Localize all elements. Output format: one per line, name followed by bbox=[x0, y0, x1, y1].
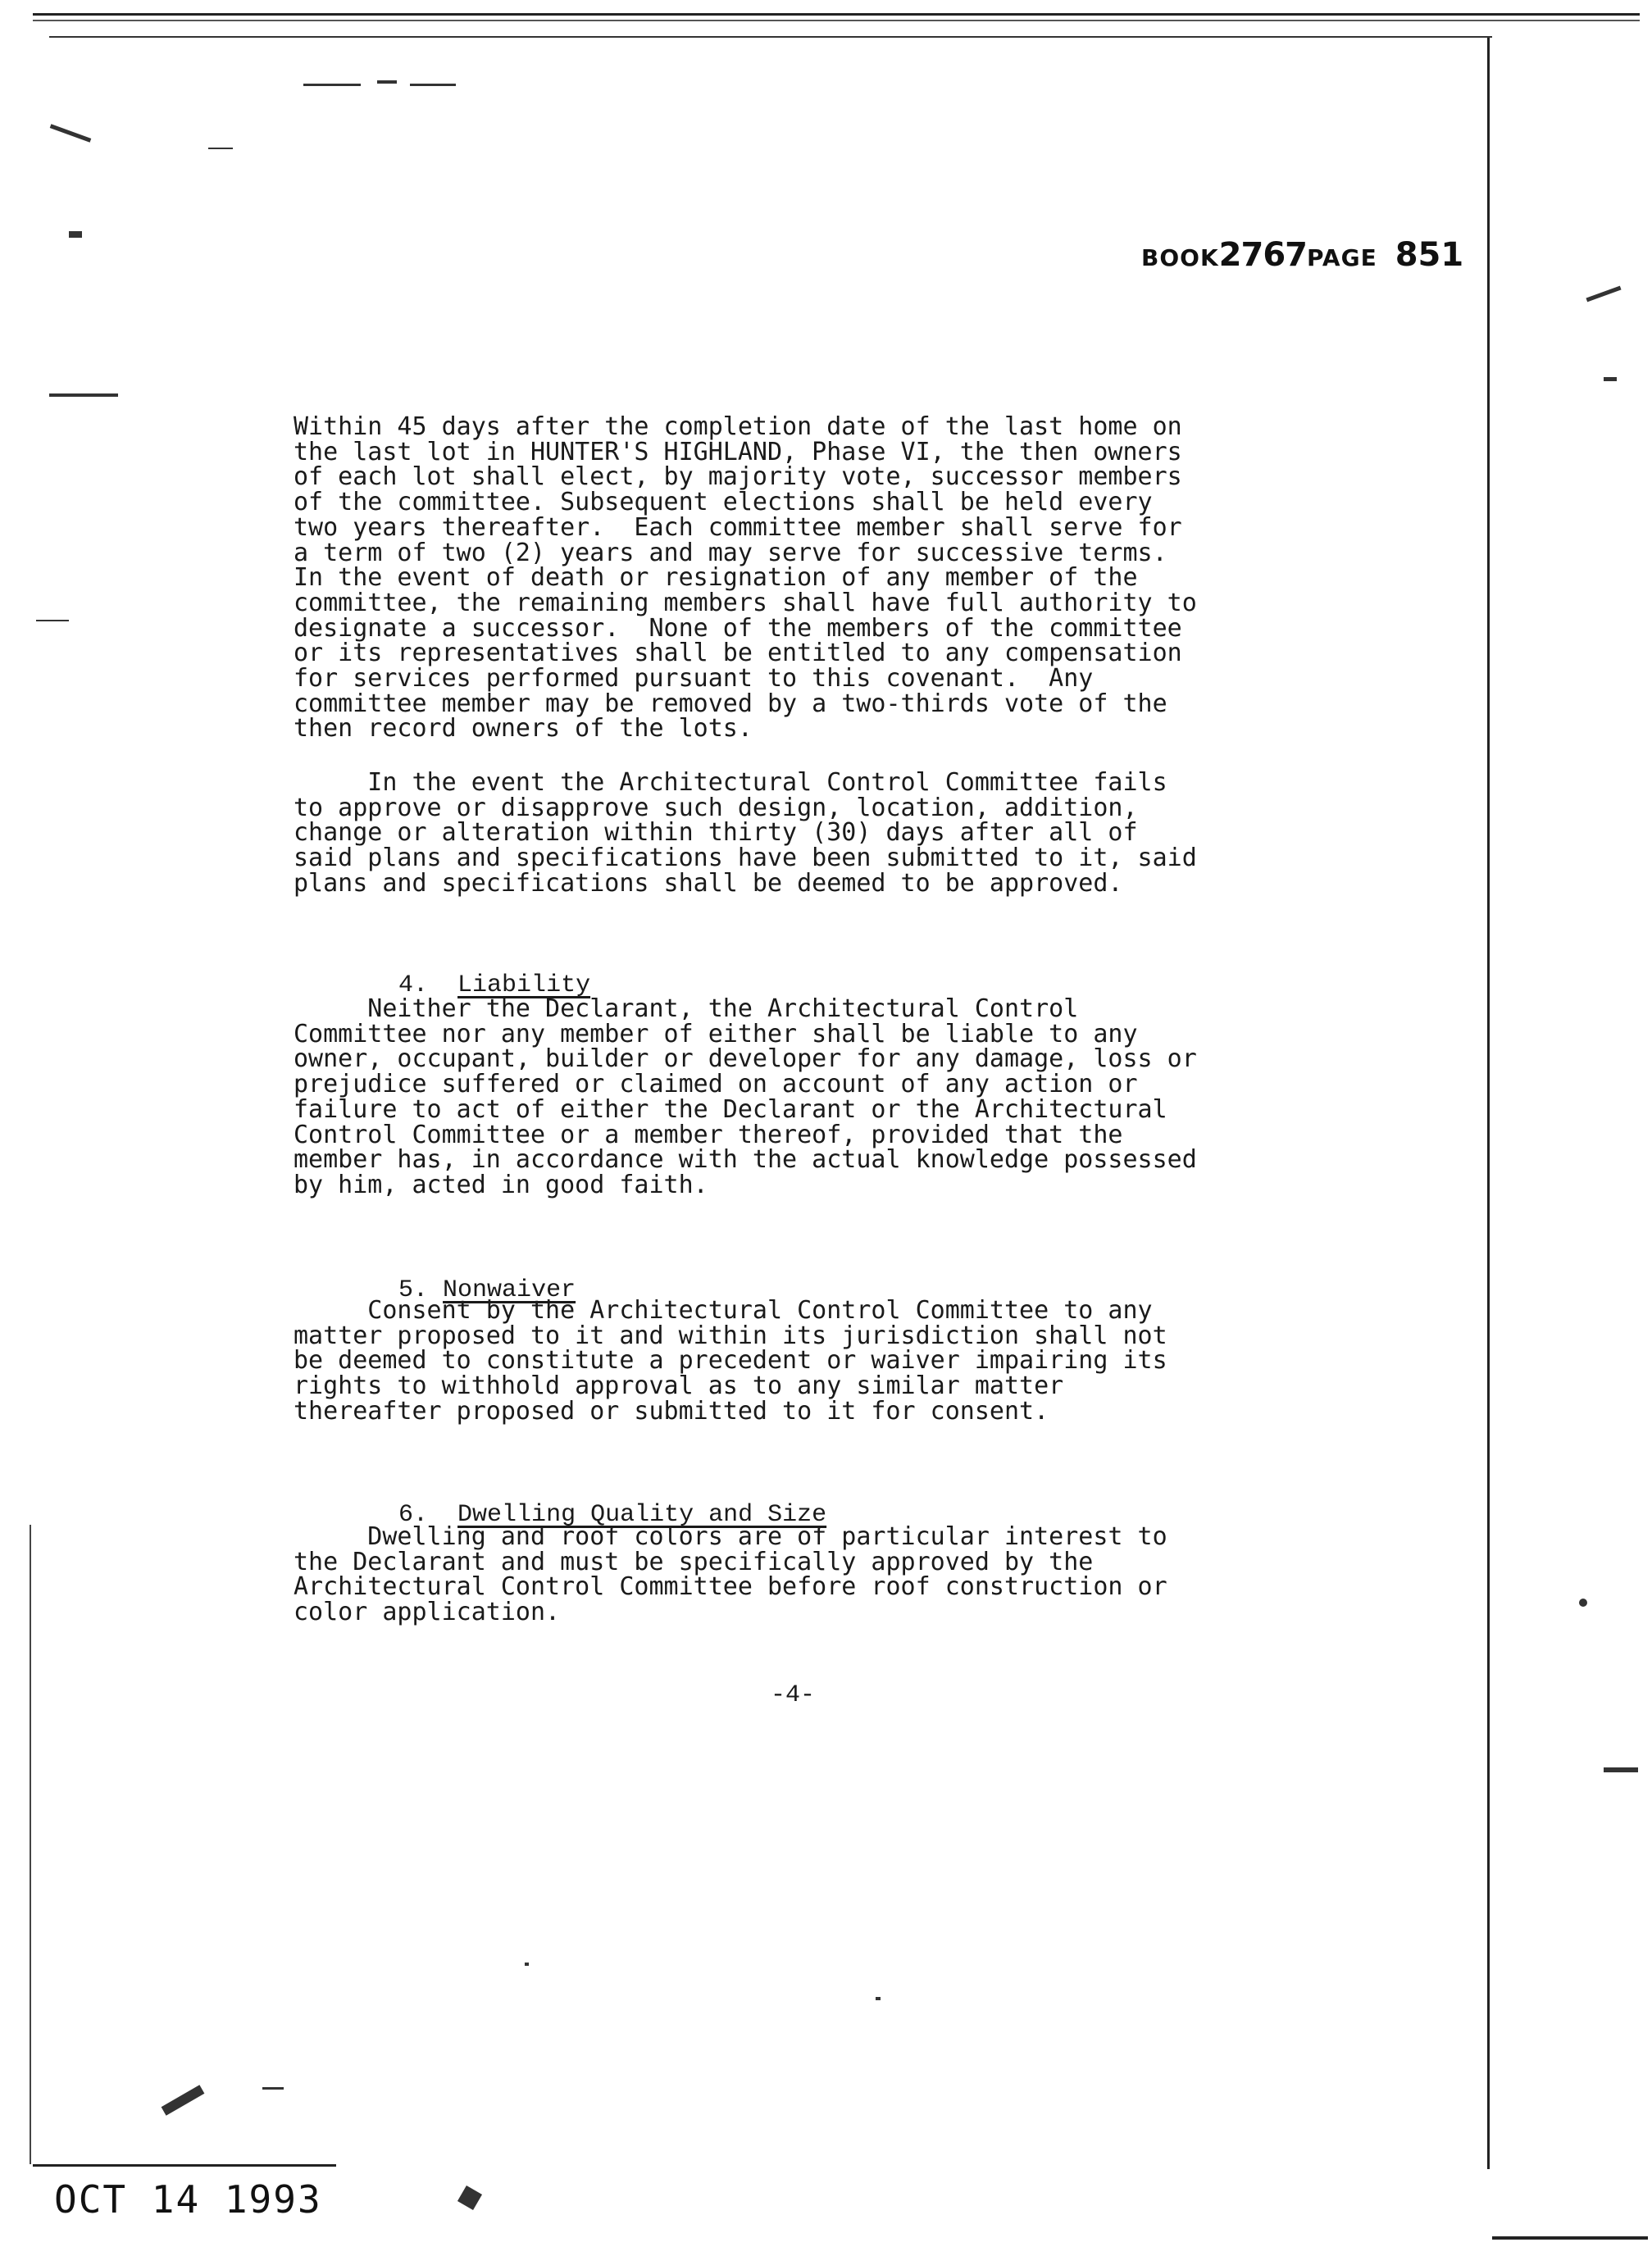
section-number: 4. bbox=[398, 971, 429, 999]
scan-mark bbox=[1604, 1767, 1638, 1772]
section-title: Liability bbox=[457, 971, 591, 999]
scan-mark bbox=[162, 2085, 205, 2115]
section-title: Dwelling Quality and Size bbox=[457, 1501, 827, 1529]
scan-mark bbox=[50, 124, 92, 142]
scan-mark bbox=[262, 2087, 284, 2090]
left-margin-line bbox=[30, 1525, 31, 2164]
section-body-dwelling: Dwelling and roof colors are of particular interest to the Declarant and must be specifically approved by the Architectural Control Committee before roof construction or color application. bbox=[294, 1522, 1167, 1627]
right-border-line bbox=[1487, 38, 1490, 2169]
section-title: Nonwaiver bbox=[443, 1276, 576, 1304]
scan-mark bbox=[525, 1963, 529, 1966]
page-marker: -4- bbox=[771, 1681, 816, 1709]
scan-mark bbox=[1579, 1599, 1587, 1607]
date-stamp: OCT 14 1993 bbox=[54, 2177, 322, 2222]
book-number: 2767 bbox=[1218, 236, 1307, 274]
section-body-liability: Neither the Declarant, the Architectural Control Committee nor any member of either shall be liable to any owner, occupant, builder or developer for any damage, loss or prejudice suffered or claimed on account of any action or failure to act of either the Declarant or the Architectural Control Committee or a member thereof, provided that the member has, in accordance with the actual knowledge possessed by him, acted in good faith. bbox=[294, 994, 1197, 1199]
top-border-line-2 bbox=[33, 20, 1640, 21]
section-body-nonwaiver: Consent by the Architectural Control Committee to any matter proposed to it and within its jurisdiction shall not be deemed to constitute a precedent or waiver impairing its rights to withhold approval as to any similar matter thereafter proposed or submitted to it for consent. bbox=[294, 1296, 1167, 1426]
scan-mark bbox=[410, 84, 456, 86]
top-border-line-3 bbox=[49, 36, 1492, 38]
scan-mark bbox=[1586, 286, 1621, 302]
paragraph-committee-elections: Within 45 days after the completion date of the last home on the last lot in HUNTER'S HIGHLAND, Phase VI, the then owners of each lot shall elect, by majority vote, successor members of the committee. Subsequent elections shall be held every two years thereafter. Each committee member shall serve for a term of two (2) years and may serve for successive terms. In the event of death or resignation of any member of the committee, the remaining members shall have full authority to designate a successor. None of the members of the committee or its representatives shall be entitled to any compensation for services performed pursuant to this covenant. Any committee member may be removed by a two-thirds vote of the then record owners of the lots. bbox=[294, 412, 1197, 744]
top-border-line bbox=[33, 13, 1640, 16]
scan-mark bbox=[36, 620, 69, 621]
section-heading-liability bbox=[369, 946, 590, 998]
scan-mark bbox=[377, 80, 397, 84]
bottom-border-line bbox=[33, 2164, 336, 2167]
page-number: 851 bbox=[1395, 236, 1464, 274]
bottom-right-line bbox=[1492, 2236, 1648, 2240]
scan-mark bbox=[49, 393, 118, 397]
scan-mark bbox=[69, 231, 82, 238]
page-label: PAGE bbox=[1306, 244, 1377, 271]
section-heading-dwelling bbox=[369, 1476, 826, 1528]
scan-mark bbox=[208, 148, 233, 149]
scan-mark bbox=[457, 2186, 482, 2210]
scan-mark bbox=[1604, 377, 1617, 381]
scan-mark bbox=[303, 84, 361, 86]
book-label: BOOK bbox=[1141, 244, 1219, 271]
paragraph-approval-deadline: In the event the Architectural Control Committee fails to approve or disapprove such design, location, addition, change or alteration within thirty (30) days after all of said plans and specifications have been submitted to it, said plans and specifications shall be deemed to be approved. bbox=[294, 768, 1197, 898]
section-number: 5. bbox=[398, 1276, 429, 1304]
scan-mark bbox=[876, 1997, 881, 2000]
section-number: 6. bbox=[398, 1501, 429, 1529]
book-page-stamp bbox=[1141, 236, 1463, 274]
